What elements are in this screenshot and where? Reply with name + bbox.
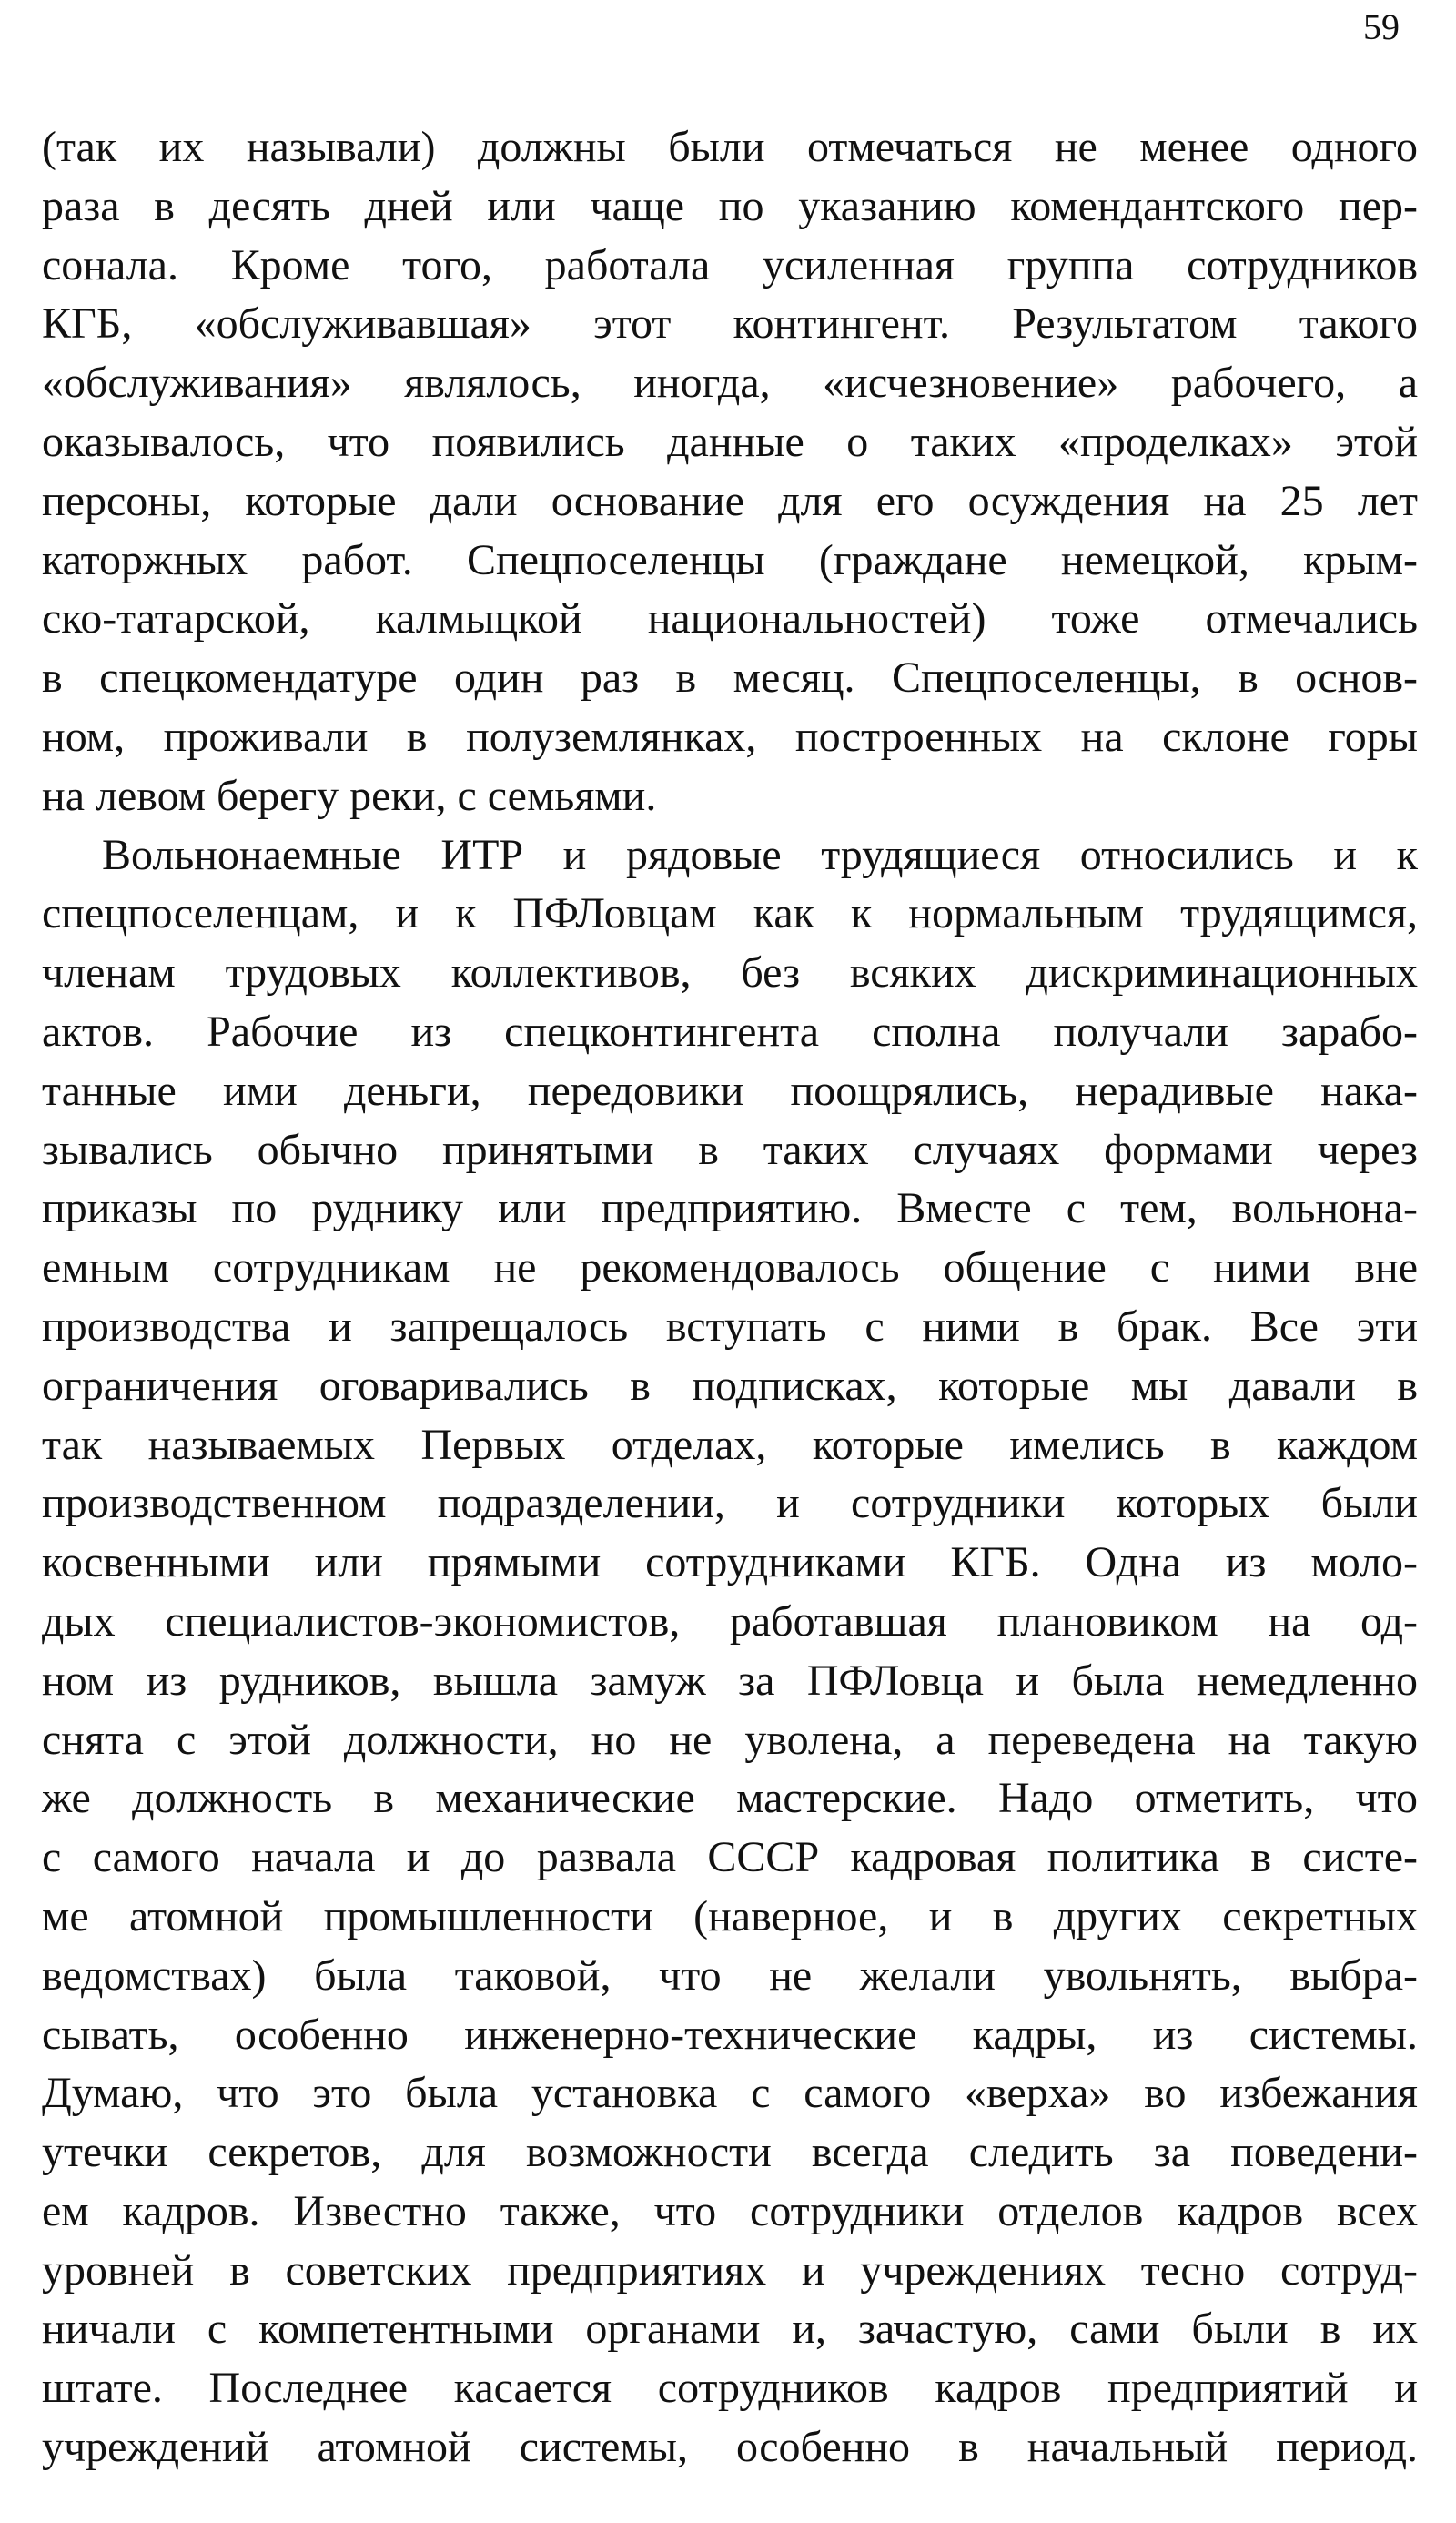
text-line: ведомствах) была таковой, что не желали увольнять, выбра- xyxy=(42,1951,1418,2000)
text-line: ничали с компетентными органами и, зачастую, сами были в их xyxy=(42,2305,1418,2354)
text-line: Думаю, что это была установка с самого «верха» во избежания xyxy=(42,2069,1418,2118)
text-line: сонала. Кроме того, работала усиленная группа сотрудников xyxy=(42,240,1418,289)
text-line: зывались обычно принятыми в таких случаях формами через xyxy=(42,1125,1418,1174)
text-line: косвенными или прямыми сотрудниками КГБ. Одна из моло- xyxy=(42,1538,1418,1587)
text-line: актов. Рабочие из спецконтингента сполна получали зарабо- xyxy=(42,1007,1418,1056)
text-line: ме атомной промышленности (наверное, и в других секретных xyxy=(42,1891,1418,1940)
text-line: ном из рудников, вышла замуж за ПФЛовца и была немедленно xyxy=(42,1656,1418,1705)
text-line: производства и запрещалось вступать с ними в брак. Все эти xyxy=(42,1302,1418,1351)
text-line: снята с этой должности, но не уволена, а переведена на такую xyxy=(42,1715,1418,1764)
text-line: ем кадров. Известно также, что сотрудники отделов кадров всех xyxy=(42,2186,1418,2235)
text-line: (так их называли) должны были отмечаться не менее одного xyxy=(42,123,1418,171)
text-line: на левом берегу реки, с семьями. xyxy=(42,771,657,820)
text-line: КГБ, «обслуживавшая» этот контингент. Результатом такого xyxy=(42,299,1418,349)
text-line: спецпоселенцам, и к ПФЛовцам как к нормальным трудящимся, xyxy=(42,889,1418,938)
paragraph-1 xyxy=(42,118,1418,826)
text-line: учреждений атомной системы, особенно в начальный период. xyxy=(42,2423,1418,2472)
text-line: приказы по руднику или предприятию. Вместе с тем, вольнона- xyxy=(42,1184,1418,1233)
text-line: танные ими деньги, передовики поощрялись, нерадивые нака- xyxy=(42,1066,1418,1115)
text-line: емным сотрудникам не рекомендовалось общение с ними вне xyxy=(42,1243,1418,1292)
text-line: с самого начала и до развала СССР кадровая политика в систе- xyxy=(42,1833,1418,1882)
text-line: сывать, особенно инженерно-технические кадры, из системы. xyxy=(42,2010,1418,2059)
text-line: раза в десять дней или чаще по указанию комендантского пер- xyxy=(42,181,1418,230)
body-text xyxy=(42,118,1418,2477)
text-line: дых специалистов-экономистов, работавшая плановиком на од- xyxy=(42,1596,1418,1646)
text-line: «обслуживания» являлось, иногда, «исчезновение» рабочего, а xyxy=(42,359,1418,408)
text-line: в спецкомендатуре один раз в месяц. Спецпоселенцы, в основ- xyxy=(42,654,1418,703)
text-line: производственном подразделении, и сотрудники которых были xyxy=(42,1479,1418,1528)
text-line: персоны, которые дали основание для его осуждения на 25 лет xyxy=(42,476,1418,525)
text-line: так называемых Первых отделах, которые имелись в каждом xyxy=(42,1420,1418,1469)
page-number: 59 xyxy=(1363,6,1400,47)
text-line: оказывалось, что появились данные о таких «проделках» этой xyxy=(42,417,1418,466)
text-line: же должность в механические мастерские. Надо отметить, что xyxy=(42,1774,1418,1823)
text-line: уровней в советских предприятиях и учреждениях тесно сотруд- xyxy=(42,2245,1418,2295)
text-line: Вольнонаемные ИТР и рядовые трудящиеся относились и к xyxy=(102,830,1418,879)
text-line: каторжных работ. Спецпоселенцы (граждане немецкой, крым- xyxy=(42,535,1418,584)
text-line: ограничения оговаривались в подписках, которые мы давали в xyxy=(42,1361,1418,1410)
paragraph-2 xyxy=(42,826,1418,2477)
text-line: членам трудовых коллективов, без всяких дискриминационных xyxy=(42,948,1418,998)
text-line: ско-татарской, калмыцкой национальностей) тоже отмечались xyxy=(42,594,1418,643)
text-line: штате. Последнее касается сотрудников кадров предприятий и xyxy=(42,2364,1418,2413)
text-line: ном, проживали в полуземлянках, построенных на склоне горы xyxy=(42,712,1418,761)
text-line: утечки секретов, для возможности всегда следить за поведени- xyxy=(42,2128,1418,2177)
